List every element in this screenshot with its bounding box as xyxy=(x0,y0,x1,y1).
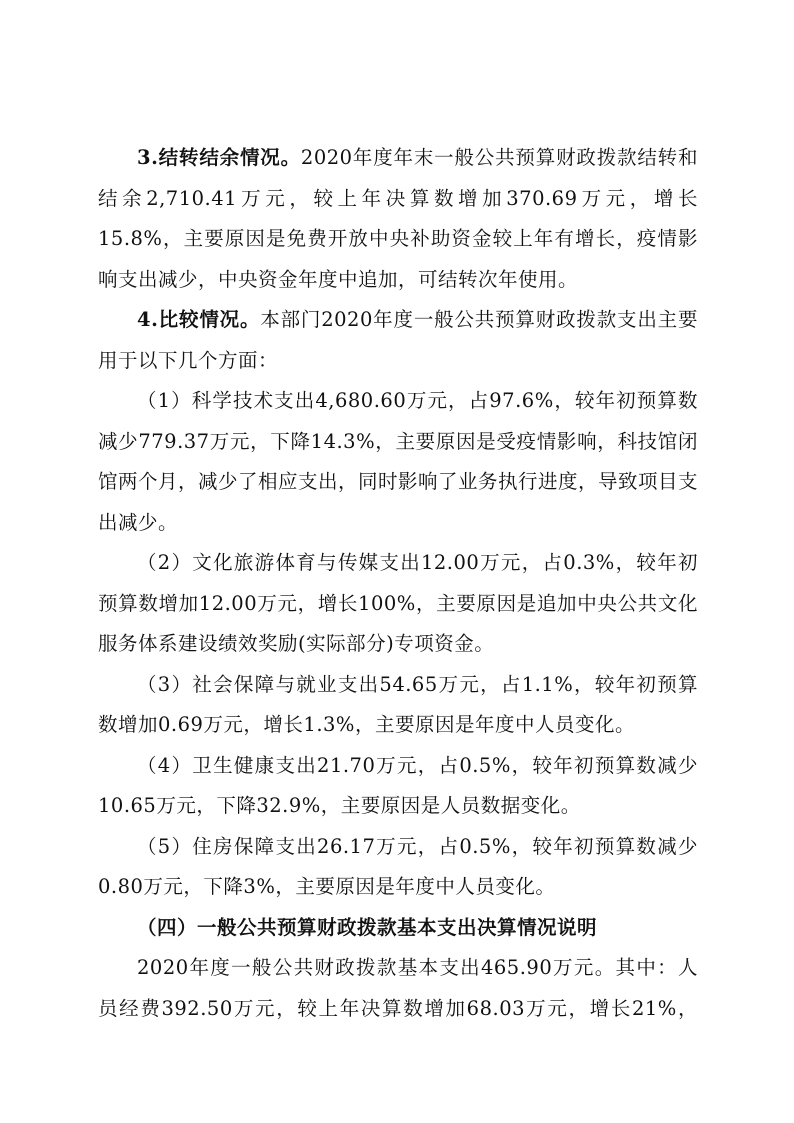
paragraph-item-culture: （2）文化旅游体育与传媒支出12.00万元，占0.3%，较年初预算数增加12.00万元，增长100%，主要原因是追加中央公共文化服务体系建设绩效奖励(实际部分)专项资金。 xyxy=(98,551,698,655)
paragraph-comparison xyxy=(98,300,698,381)
paragraph-basic-expenditure: 2020年度一般公共财政拨款基本支出465.90万元。其中：人员经费392.50万元，较上年决算数增加68.03万元，增长21%， xyxy=(98,956,698,1020)
paragraph-carryover xyxy=(98,138,698,300)
document-page xyxy=(98,138,698,1029)
paragraph-lead: 4.比较情况。 xyxy=(137,308,261,331)
paragraph-body: 本部门2020年度一般公共预算财政拨款支出主要用于以下几个方面： xyxy=(98,308,698,372)
paragraph-item-science: （1）科学技术支出4,680.60万元，占97.6%，较年初预算数减少779.37万元，下降14.3%，主要原因是受疫情影响，科技馆闭馆两个月，减少了相应支出，同时影响了业务执行进度，导致项目支出减少。 xyxy=(98,389,699,534)
paragraph-body: 2020年度年末一般公共预算财政拨款结转和结余2,710.41万元，较上年决算数增加370.69万元，增长15.8%，主要原因是免费开放中央补助资金较上年有增长，疫情影响支出减少，中央资金年度中追加，可结转次年使用。 xyxy=(98,146,698,291)
paragraph-item-health: （4）卫生健康支出21.70万元，占0.5%，较年初预算数减少10.65万元，下降32.9%，主要原因是人员数据变化。 xyxy=(98,753,698,817)
paragraph-item-housing: （5）住房保障支出26.17万元，占0.5%，较年初预算数减少0.80万元，下降3%，主要原因是年度中人员变化。 xyxy=(98,834,698,898)
section-heading: （四）一般公共预算财政拨款基本支出决算情况说明 xyxy=(137,915,598,939)
paragraph-lead: 3.结转结余情况。 xyxy=(137,146,301,169)
paragraph-item-social-security: （3）社会保障与就业支出54.65万元，占1.1%，较年初预算数增加0.69万元，增长1.3%，主要原因是年度中人员变化。 xyxy=(98,672,698,736)
